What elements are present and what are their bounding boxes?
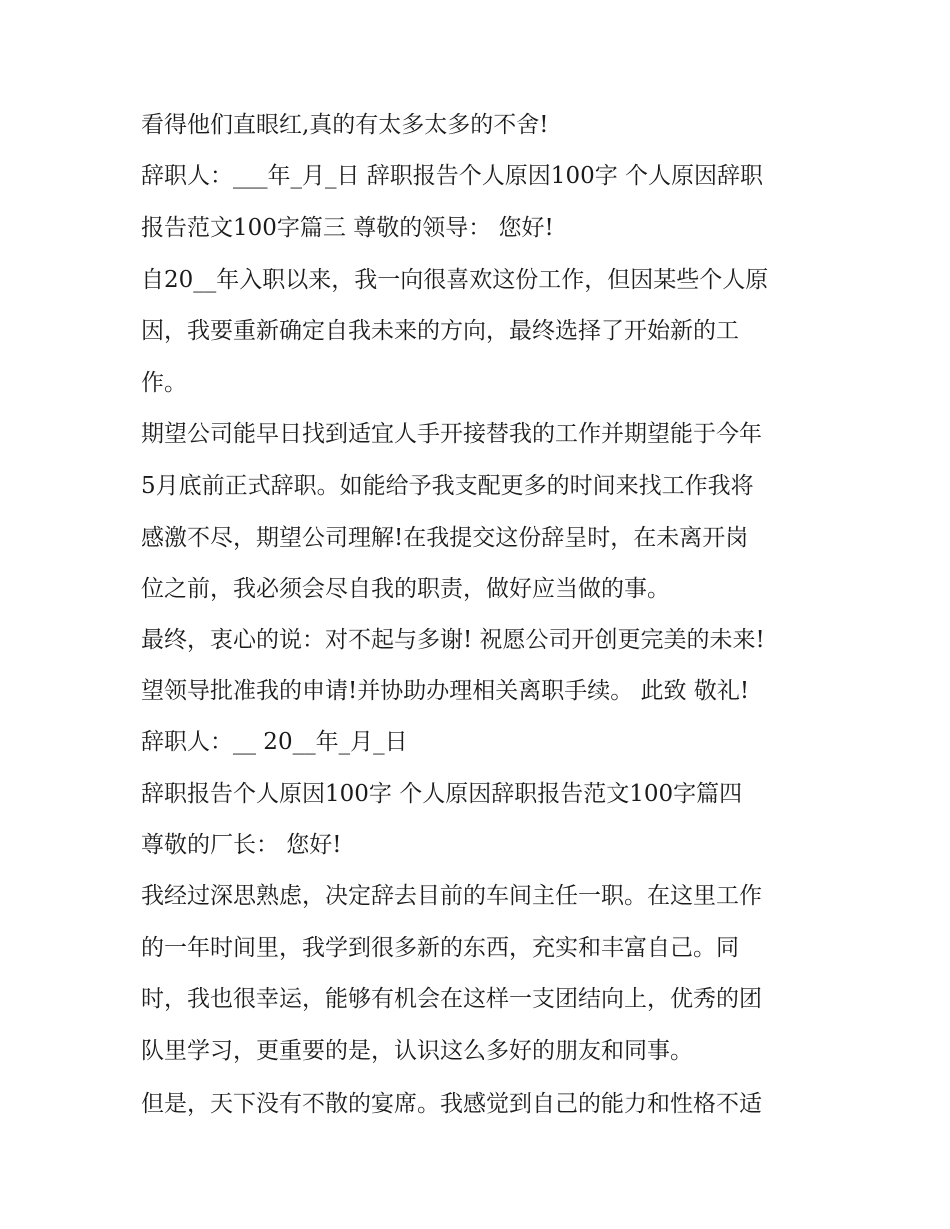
text-line: 我经过深思熟虑，决定辞去目前的车间主任一职。在这里工作 <box>141 883 762 909</box>
text-line: 辞职人：__ 20__年_月_日 <box>141 729 408 755</box>
text-line: 队里学习，更重要的是，认识这么多好的朋友和同事。 <box>141 1038 693 1064</box>
text-line: 但是，天下没有不散的宴席。我感觉到自己的能力和性格不适 <box>141 1091 762 1117</box>
text-line: 报告范文100字篇三 尊敬的领导： 您好! <box>141 215 554 241</box>
text-line: 尊敬的厂长： 您好! <box>141 832 342 858</box>
text-line: 自20__年入职以来，我一向很喜欢这份工作，但因某些个人原 <box>141 267 769 293</box>
text-line: 时，我也很幸运，能够有机会在这样一支团结向上，优秀的团 <box>141 986 762 1012</box>
text-line: 辞职报告个人原因100字 个人原因辞职报告范文100字篇四 <box>141 781 743 807</box>
text-line: 位之前，我必须会尽自我的职责，做好应当做的事。 <box>141 576 670 602</box>
text-line: 看得他们直眼红,真的有太多太多的不舍! <box>141 112 549 138</box>
text-line: 的一年时间里，我学到很多新的东西，充实和丰富自己。同 <box>141 935 739 961</box>
document-body <box>141 108 821 1121</box>
text-line: 5月底前正式辞职。如能给予我支配更多的时间来找工作我将 <box>141 473 754 499</box>
text-line: 作。 <box>141 370 187 396</box>
text-line: 感激不尽，期望公司理解!在我提交这份辞呈时，在未离开岗 <box>141 525 749 551</box>
text-line: 望领导批准我的申请!并协助办理相关离职手续。 此致 敬礼! <box>141 678 750 704</box>
text-line: 期望公司能早日找到适宜人手开接替我的工作并期望能于今年 <box>141 421 762 447</box>
text-line: 因，我要重新确定自我未来的方向，最终选择了开始新的工 <box>141 318 739 344</box>
text-line: 最终，衷心的说：对不起与多谢! 祝愿公司开创更完美的未来! <box>141 627 765 653</box>
text-line: 辞职人：___年_月_日 辞职报告个人原因100字 个人原因辞职 <box>141 163 764 189</box>
